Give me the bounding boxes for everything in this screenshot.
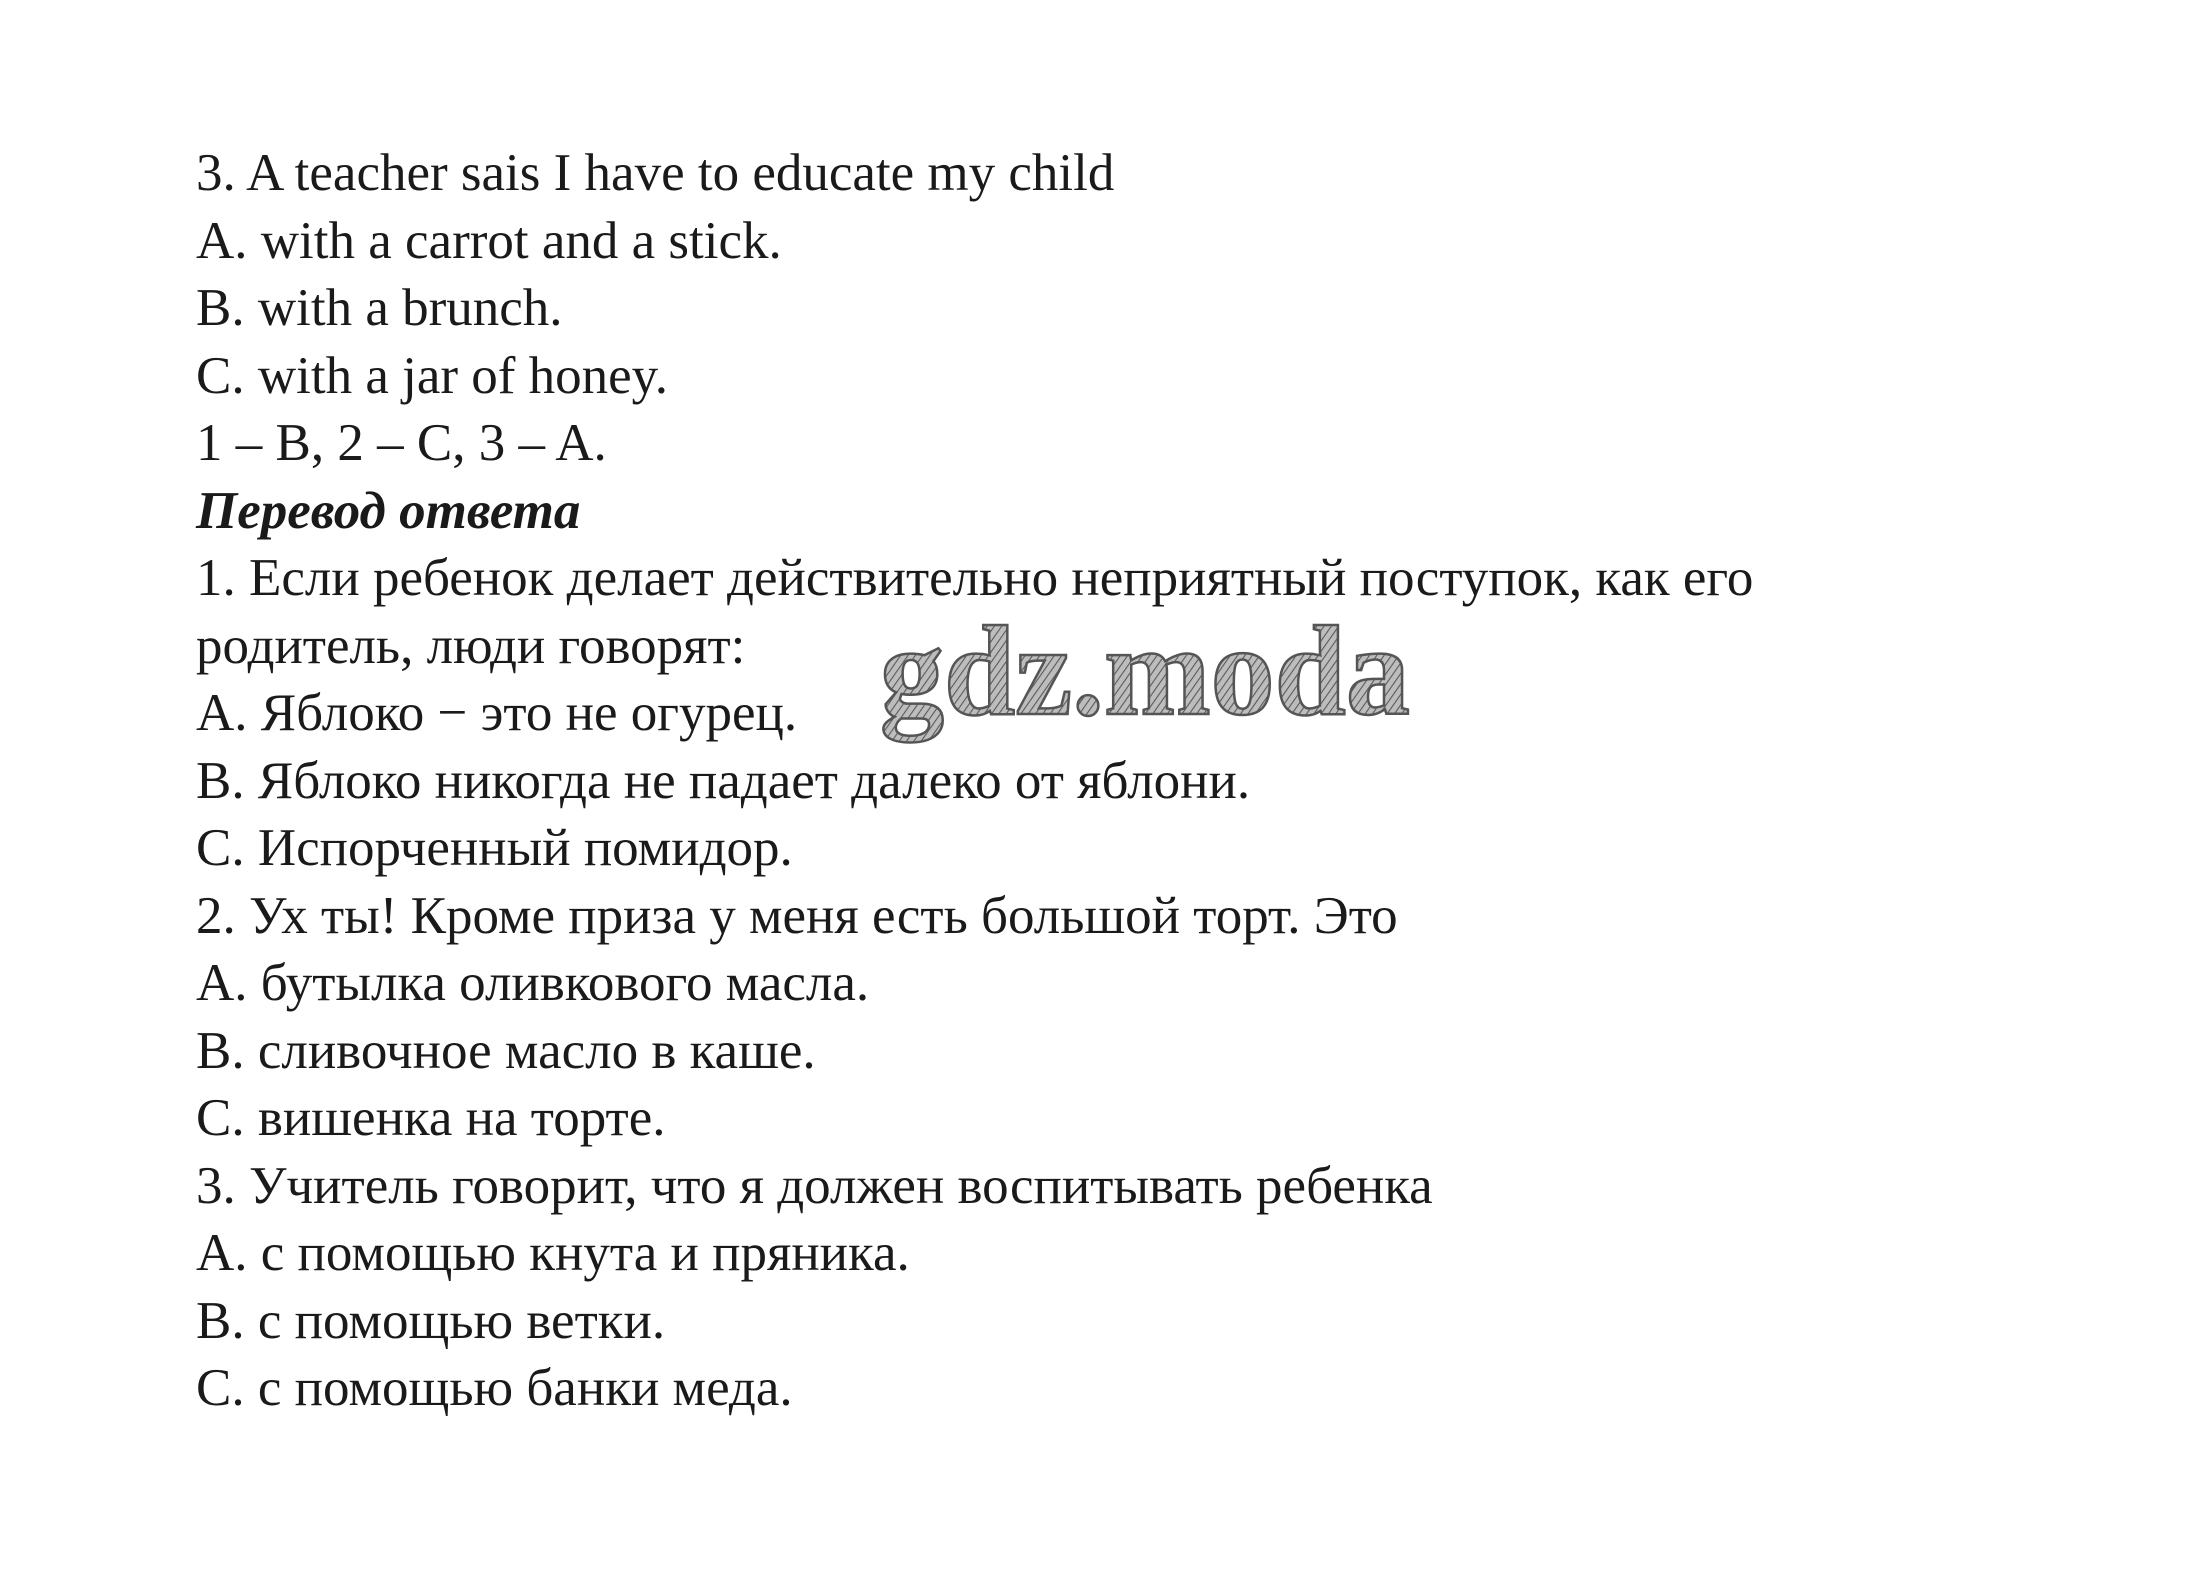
- question-3-en: 3. A teacher sais I have to educate my child: [196, 144, 1115, 202]
- question-1-ru-line-2: родитель, люди говорят:: [196, 616, 746, 675]
- option-1a-ru: A. Яблоко − это не огурец.: [196, 684, 798, 742]
- translation-heading: Перевод ответа: [196, 481, 581, 540]
- option-a-en: A. with a carrot and a stick.: [196, 211, 782, 270]
- option-1b-ru: B. Яблоко никогда не падает далеко от яблони.: [196, 751, 1251, 810]
- option-b-en: B. with a brunch.: [196, 279, 563, 337]
- option-3b-ru: B. с помощью ветки.: [196, 1291, 666, 1350]
- option-c-en: C. with a jar of honey.: [196, 346, 668, 405]
- question-3-ru: 3. Учитель говорит, что я должен воспитывать ребенка: [196, 1156, 1433, 1215]
- option-1c-ru: C. Испорченный помидор.: [196, 819, 793, 877]
- watermark-logo: [876, 600, 1516, 756]
- question-2-ru: 2. Ух ты! Кроме приза у меня есть большой торт. Это: [196, 886, 1398, 945]
- option-3c-ru: C. с помощью банки меда.: [196, 1359, 793, 1417]
- option-3a-ru: A. с помощью кнута и пряника.: [196, 1224, 910, 1282]
- option-2b-ru: B. сливочное масло в каше.: [196, 1021, 816, 1080]
- text-block: [196, 140, 2096, 1423]
- watermark-svg: [876, 600, 1516, 756]
- option-2a-ru: A. бутылка оливкового масла.: [196, 954, 870, 1012]
- option-2c-ru: C. вишенка на торте.: [196, 1089, 666, 1147]
- question-1-ru-line-1: 1. Если ребенок делает действительно неприятный поступок, как его: [196, 549, 1754, 607]
- watermark-text: gdz.moda: [880, 600, 1410, 742]
- answer-key: 1 – B, 2 – C, 3 – A.: [196, 414, 607, 472]
